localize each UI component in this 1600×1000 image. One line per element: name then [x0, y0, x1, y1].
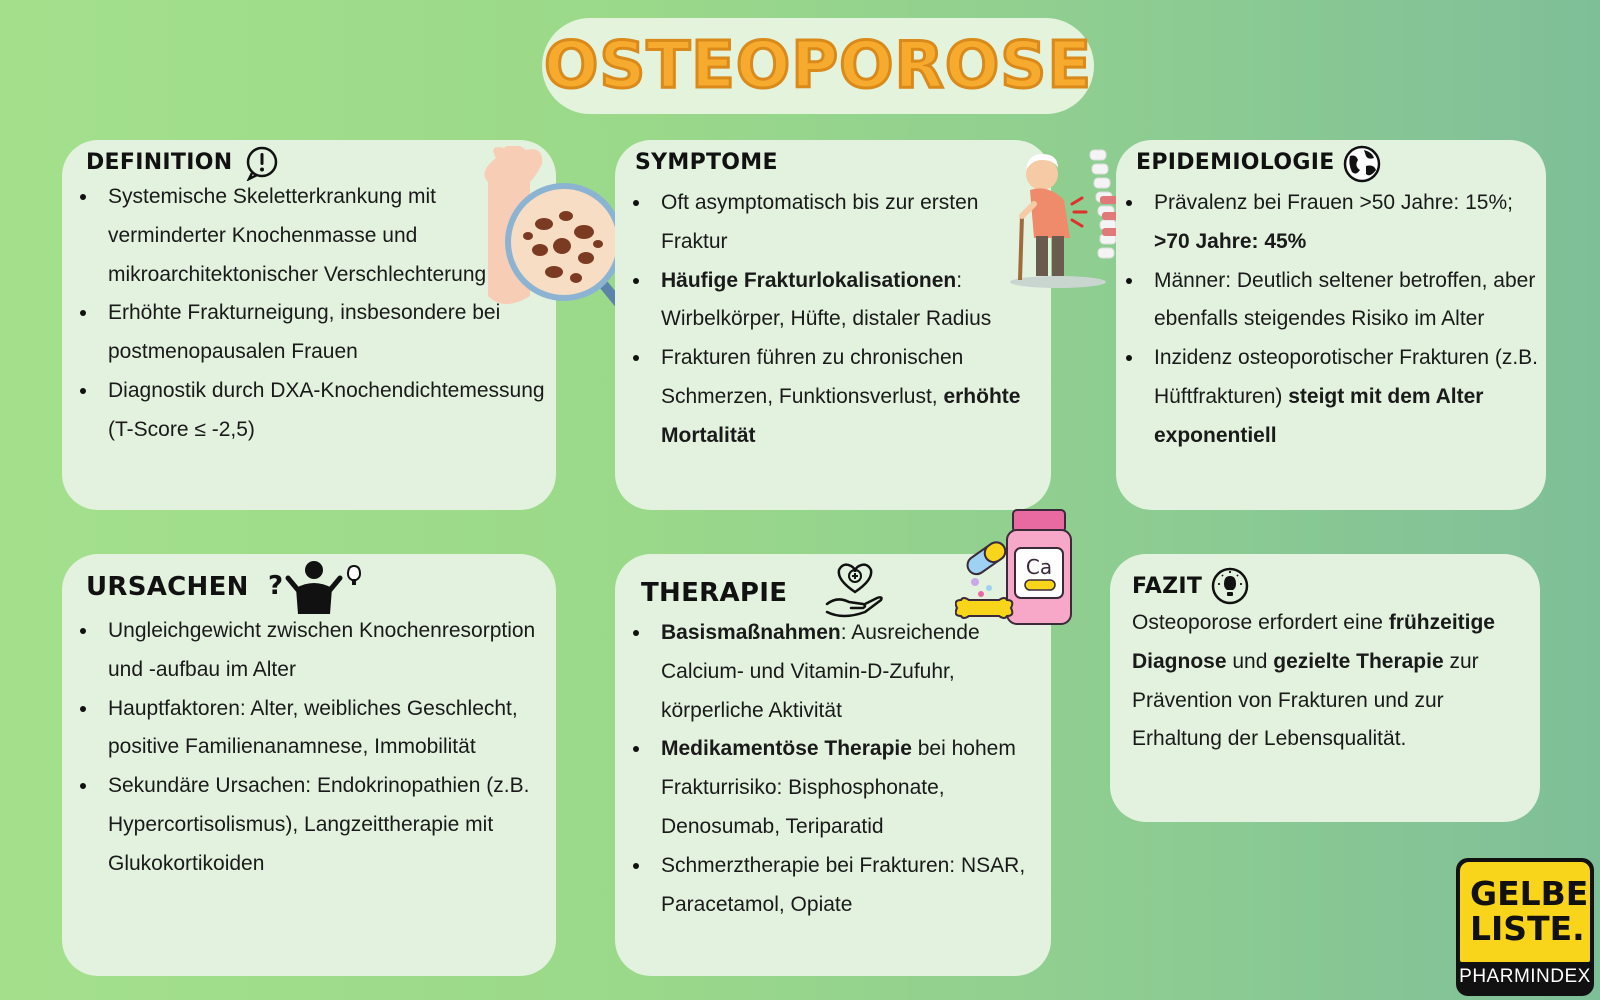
fazit-card	[1110, 554, 1540, 822]
symptome-list	[631, 184, 1035, 456]
page-title: OSTEOPOROSE	[543, 29, 1093, 103]
fazit-text	[1132, 604, 1522, 759]
globe-icon	[1342, 144, 1382, 184]
lightbulb-icon	[1210, 566, 1250, 606]
bold-term: Basismaßnahmen	[661, 621, 841, 644]
bold-term: Häufige Frakturlokalisationen	[661, 268, 957, 292]
list-item	[631, 730, 1035, 846]
heart-hand-icon	[823, 560, 887, 620]
epidemiologie-card	[1116, 140, 1546, 510]
ursachen-list	[78, 612, 548, 884]
therapie-list	[631, 614, 1035, 924]
bold-term: steigt mit dem Alter exponentiell	[1154, 384, 1484, 447]
ursachen-card	[62, 554, 556, 976]
logo-yellow-area	[1460, 862, 1590, 962]
fazit-heading: FAZIT	[1132, 574, 1203, 599]
list-item-text: : Ausreichende Calcium- und Vitamin-D-Zufuhr, körperliche Aktivität	[661, 621, 980, 722]
logo-subtitle: PHARMINDEX	[1459, 966, 1591, 987]
logo-line2: LISTE.	[1470, 909, 1585, 948]
list-item: Ungleichgewicht zwischen Knochenresorption und -aufbau im Alter	[78, 612, 548, 690]
list-item-text: Prävalenz bei Frauen >50 Jahre: 15%;	[1154, 191, 1513, 214]
fazit-text-part: Osteoporose erfordert eine	[1132, 611, 1389, 634]
bold-term: Medikamentöse Therapie	[661, 737, 912, 761]
calcium-pills-icon	[955, 508, 1079, 628]
list-item	[1124, 184, 1538, 262]
list-item	[631, 614, 1035, 730]
exclamation-circle-icon	[245, 145, 279, 181]
list-item	[631, 339, 1035, 455]
list-item	[631, 262, 1035, 340]
symptome-heading: SYMPTOME	[635, 150, 778, 175]
epidemiologie-list	[1124, 184, 1538, 456]
fazit-text-part: zur Prävention von Frakturen und zur Erhaltung der Lebensqualität.	[1132, 649, 1479, 751]
definition-heading: DEFINITION	[86, 150, 233, 175]
epidemiologie-heading: EPIDEMIOLOGIE	[1136, 150, 1335, 175]
list-item-text: bei hohem Frakturrisiko: Bisphosphonate, Denosumab, Teriparatid	[661, 737, 1016, 838]
list-item: Hauptfaktoren: Alter, weibliches Geschlecht, positive Familienanamnese, Immobilität	[78, 690, 548, 768]
list-item: Männer: Deutlich seltener betroffen, aber ebenfalls steigendes Risiko im Alter	[1124, 262, 1538, 340]
fazit-text-part: und	[1226, 649, 1274, 673]
bold-term: frühzeitige Diagnose	[1132, 611, 1495, 673]
list-item-text: : Wirbelkörper, Hüfte, distaler Radius	[661, 268, 992, 331]
list-item-text: Inzidenz osteoporotischer Frakturen (z.B. Hüftfrakturen)	[1154, 346, 1539, 408]
bold-term: gezielte Therapie	[1273, 649, 1444, 673]
calcium-label: Ca	[1025, 555, 1053, 579]
bold-term: erhöhte Mortalität	[661, 384, 1021, 447]
ursachen-heading: URSACHEN	[86, 572, 249, 602]
logo-line1: GELBE	[1470, 874, 1589, 913]
list-item: Diagnostik durch DXA-Knochendichtemessung (T-Score ≤ -2,5)	[78, 372, 548, 450]
thinking-person-icon	[268, 560, 362, 616]
symptome-card	[615, 140, 1051, 510]
list-item: Systemische Skeletterkrankung mit verminderter Knochenmasse und mikroarchitektonischer Verschlechterung	[78, 178, 548, 294]
title-pill	[542, 18, 1094, 114]
gelbe-liste-logo	[1456, 858, 1594, 996]
therapie-heading: THERAPIE	[641, 578, 788, 608]
bold-term: >70 Jahre: 45%	[1154, 229, 1307, 253]
list-item: Erhöhte Frakturneigung, insbesondere bei postmenopausalen Frauen	[78, 294, 548, 372]
list-item: Oft asymptomatisch bis zur ersten Fraktur	[631, 184, 1035, 262]
svg-text:?: ?	[268, 571, 284, 601]
list-item	[1124, 339, 1538, 455]
list-item: Sekundäre Ursachen: Endokrinopathien (z.B. Hypercortisolismus), Langzeittherapie mit Glukokortikoiden	[78, 767, 548, 883]
list-item-text: Frakturen führen zu chronischen Schmerzen, Funktionsverlust,	[661, 346, 964, 408]
list-item: Schmerztherapie bei Frakturen: NSAR, Paracetamol, Opiate	[631, 847, 1035, 925]
